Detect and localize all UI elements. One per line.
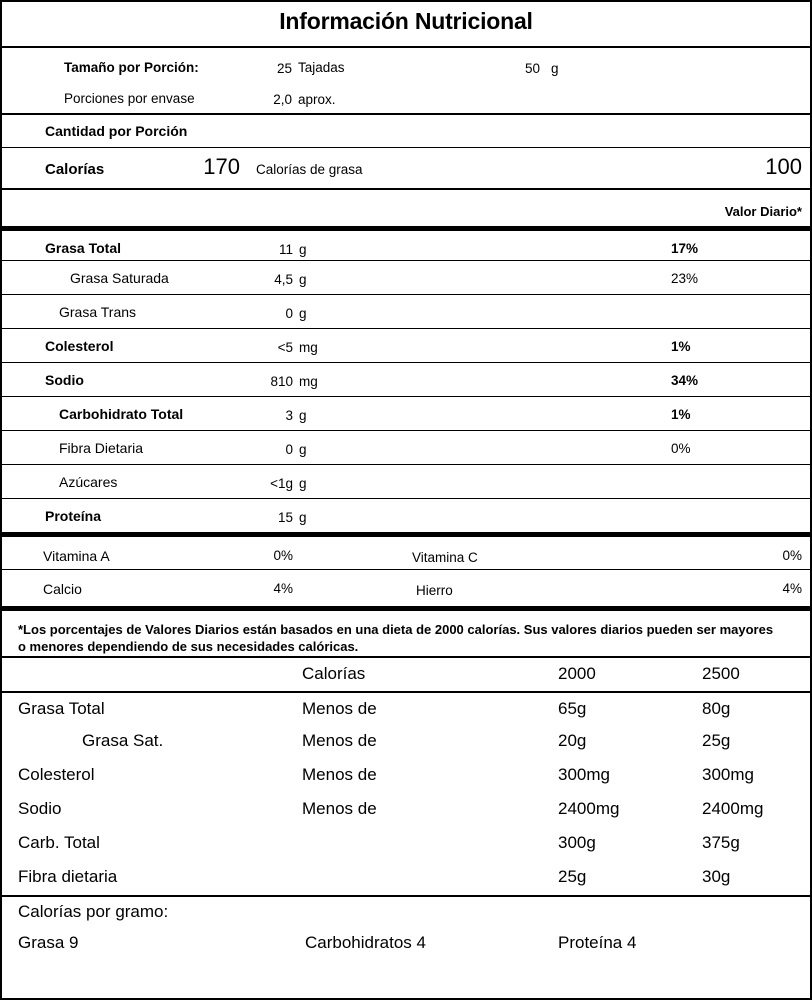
reference-table-row <box>2 759 810 793</box>
nutrient-value: 3 <box>285 408 293 423</box>
amount-per-serving-label: Cantidad por Porción <box>45 123 188 139</box>
reference-cell-4: 30g <box>702 867 731 886</box>
nutrient-unit: mg <box>299 340 318 355</box>
calories-per-gram-values-band <box>2 928 810 961</box>
daily-value-footnote: *Los porcentajes de Valores Diarios están basados en una dieta de 2000 calorías. Sus valores diarios pueden ser mayores o menores dependiendo de sus necesidades calóricas. <box>18 622 774 654</box>
reference-header-col3: 2000 <box>558 664 596 683</box>
calories-per-gram-title: Calorías por gramo: <box>18 902 169 921</box>
nutrient-row <box>2 362 810 396</box>
reference-cell-1: Fibra dietaria <box>18 867 118 886</box>
servings-per-container-value: 2,0 <box>273 92 292 107</box>
nutrient-unit: g <box>299 242 307 257</box>
vitamin-percent-left: 4% <box>273 581 293 596</box>
serving-size-label: Tamaño por Porción: <box>64 60 199 75</box>
calories-from-fat-label: Calorías de grasa <box>256 162 363 177</box>
nutrient-unit: g <box>299 510 307 525</box>
reference-cell-1: Grasa Sat. <box>82 731 164 750</box>
vitamin-name-left: Vitamina A <box>43 548 110 564</box>
amount-per-serving-band <box>2 113 810 147</box>
footnote-band <box>2 606 810 656</box>
nutrient-value: 810 <box>270 374 293 389</box>
nutrient-name: Sodio <box>45 372 84 388</box>
reference-cell-1: Carb. Total <box>18 833 100 852</box>
nutrient-row <box>2 396 810 430</box>
serving-info-band <box>2 46 810 113</box>
reference-cell-4: 375g <box>702 833 740 852</box>
nutrient-daily-value: 23% <box>671 271 699 286</box>
servings-per-container-note: aprox. <box>298 92 336 107</box>
daily-value-header-band <box>2 188 810 226</box>
nutrient-value: 4,5 <box>274 272 293 287</box>
nutrient-unit: g <box>299 272 307 287</box>
servings-per-container-label: Porciones por envase <box>64 91 195 106</box>
reference-cell-3: 25g <box>558 867 587 886</box>
reference-cell-3: 300g <box>558 833 596 852</box>
serving-size-value: 25 <box>276 61 292 76</box>
reference-header-col2: Calorías <box>302 664 366 683</box>
reference-cell-2: Menos de <box>302 799 377 818</box>
calories-per-gram-title-band <box>2 895 810 928</box>
nutrient-row <box>2 430 810 464</box>
calories-value: 170 <box>203 154 240 179</box>
nutrient-row <box>2 464 810 498</box>
title-band <box>2 2 810 46</box>
reference-cell-4: 80g <box>702 699 731 718</box>
nutrient-name: Grasa Saturada <box>70 270 169 286</box>
reference-cell-1: Colesterol <box>18 765 95 784</box>
nutrient-value: <1g <box>270 476 293 491</box>
serving-weight-value: 50 <box>524 61 540 76</box>
nutrient-name: Carbohidrato Total <box>59 406 184 422</box>
reference-cell-3: 2400mg <box>558 799 620 818</box>
nutrient-value: 11 <box>278 242 293 257</box>
nutrient-value: 0 <box>285 306 293 321</box>
nutrient-row <box>2 498 810 532</box>
nutrient-name: Colesterol <box>45 338 114 354</box>
vitamin-row <box>2 532 810 569</box>
reference-cell-2: Menos de <box>302 765 377 784</box>
calories-from-fat-value: 100 <box>765 154 802 179</box>
reference-table-row <box>2 793 810 827</box>
nutrient-name: Grasa Total <box>45 240 121 256</box>
nutrient-value: 0 <box>285 442 293 457</box>
nutrient-row <box>2 226 810 260</box>
nutrient-unit: g <box>299 442 307 457</box>
reference-cell-3: 20g <box>558 731 587 750</box>
reference-cell-1: Grasa Total <box>18 699 105 718</box>
reference-table-row <box>2 861 810 895</box>
nutrient-name: Proteína <box>45 508 102 524</box>
vitamin-rows <box>2 532 810 606</box>
reference-header-col4: 2500 <box>702 664 740 683</box>
nutrient-rows <box>2 226 810 532</box>
calories-label: Calorías <box>45 161 105 178</box>
vitamin-name-right: Vitamina C <box>412 550 478 565</box>
nutrient-daily-value: 0% <box>671 441 691 456</box>
nutrient-unit: g <box>299 306 307 321</box>
serving-weight-unit: g <box>551 61 559 76</box>
reference-cell-1: Sodio <box>18 799 62 818</box>
vitamin-name-right: Hierro <box>416 583 453 598</box>
calories-per-gram-protein: Proteína 4 <box>558 933 637 952</box>
vitamin-percent-right: 0% <box>782 548 802 563</box>
vitamin-percent-right: 4% <box>782 581 802 596</box>
calories-per-gram-fat: Grasa 9 <box>18 933 79 952</box>
nutrient-name: Grasa Trans <box>59 304 137 320</box>
nutrient-unit: g <box>299 408 307 423</box>
reference-cell-4: 300mg <box>702 765 754 784</box>
nutrient-daily-value: 1% <box>671 407 691 422</box>
reference-table-header-row <box>2 656 810 691</box>
nutrient-row <box>2 260 810 294</box>
nutrient-daily-value: 17% <box>671 241 699 256</box>
reference-cell-3: 300mg <box>558 765 610 784</box>
daily-value-header: Valor Diario* <box>724 204 802 219</box>
reference-table-row <box>2 827 810 861</box>
nutrient-name: Fibra Dietaria <box>59 440 144 456</box>
reference-cell-3: 65g <box>558 699 587 718</box>
vitamin-row <box>2 569 810 606</box>
nutrient-daily-value: 1% <box>671 339 691 354</box>
page-title: Información Nutricional <box>279 8 533 34</box>
nutrient-name: Azúcares <box>59 474 118 490</box>
vitamin-name-left: Calcio <box>43 581 82 597</box>
reference-cell-4: 2400mg <box>702 799 764 818</box>
nutrient-unit: g <box>299 476 307 491</box>
reference-cell-4: 25g <box>702 731 731 750</box>
nutrient-value: 15 <box>277 510 293 525</box>
nutrient-row <box>2 294 810 328</box>
calories-per-gram-carbs: Carbohidratos 4 <box>305 933 426 952</box>
reference-table-row <box>2 725 810 759</box>
serving-size-unit: Tajadas <box>298 60 345 75</box>
calories-band <box>2 147 810 188</box>
reference-table-rows <box>2 691 810 895</box>
reference-cell-2: Menos de <box>302 731 377 750</box>
nutrient-row <box>2 328 810 362</box>
nutrient-daily-value: 34% <box>671 373 699 388</box>
reference-table-row <box>2 691 810 725</box>
nutrient-unit: mg <box>299 374 318 389</box>
vitamin-percent-left: 0% <box>273 548 293 563</box>
reference-cell-2: Menos de <box>302 699 377 718</box>
nutrient-value: <5 <box>277 340 293 355</box>
